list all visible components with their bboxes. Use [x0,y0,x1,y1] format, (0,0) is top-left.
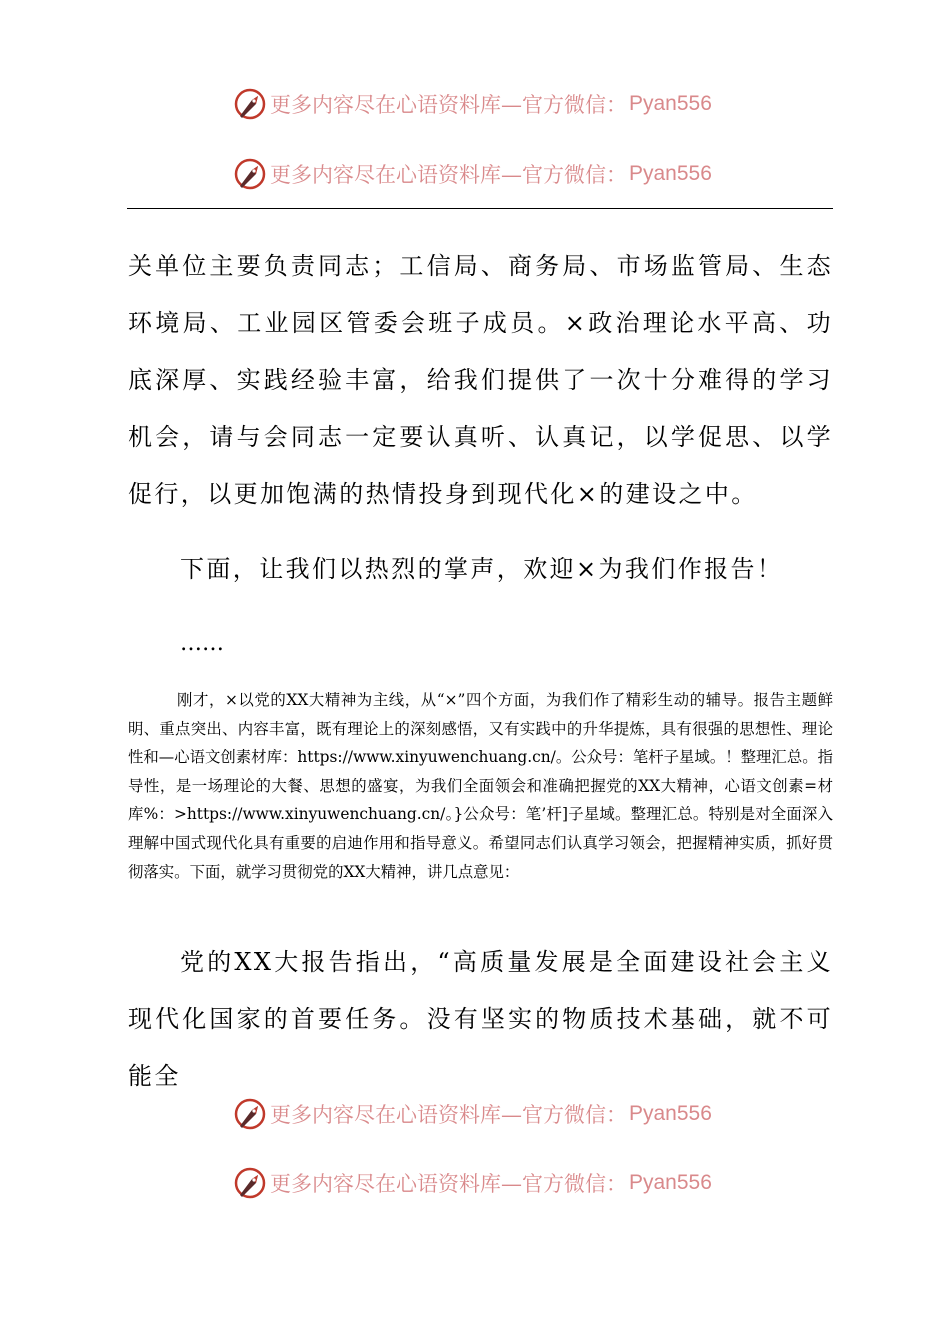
paragraph-4: 党的XX大报告指出，“高质量发展是全面建设社会主义现代化国家的首要任务。没有坚实的物质技术基础，就不可能全 [128,948,833,1090]
banner-text: 更多内容尽在心语资料库—官方微信： [270,1103,627,1127]
pen-nib-logo-icon [232,1096,268,1132]
footer-banner-1 [232,1096,712,1132]
banner-text: 更多内容尽在心语资料库—官方微信： [270,93,627,117]
footer-banner-2 [232,1165,712,1201]
ellipsis-text: …… [180,631,224,656]
pen-nib-logo-icon [232,156,268,192]
banner-wechat-id: Pyan556 [629,1171,712,1194]
paragraph-1: 关单位主要负责同志；工信局、商务局、市场监管局、生态环境局、工业园区管委会班子成员。×政治理论水平高、功底深厚、实践经验丰富，给我们提供了一次十分难得的学习机会，请与会同志一定要认真听、认真记，以学促思、以学促行，以更加饱满的热情投身到现代化×的建设之中。 [128,252,833,508]
banner-wechat-id: Pyan556 [629,92,712,115]
pen-nib-logo-icon [232,86,268,122]
pen-nib-logo-icon [232,1165,268,1201]
header-banner-2 [232,156,712,192]
banner-wechat-id: Pyan556 [629,1102,712,1125]
banner-wechat-id: Pyan556 [629,162,712,185]
header-divider [127,208,833,209]
header-banner-1 [232,86,712,122]
paragraph-2: 下面，让我们以热烈的掌声，欢迎×为我们作报告！ [180,555,784,583]
banner-text: 更多内容尽在心语资料库—官方微信： [270,163,627,187]
paragraph-3: 刚才，×以党的XX大精神为主线，从“×”四个方面，为我们作了精彩生动的辅导。报告主题鲜明、重点突出、内容丰富，既有理论上的深刻感悟，又有实践中的升华提炼，具有很强的思想性、理论性和—心语文创素材库：https://www.xinyuwenchuang.cn/。公众号：笔杆子星域。！整理汇总。指导性，是一场理论的大餐、思想的盛宴，为我们全面领会和准确把握党的XX大精神，心语文创素=材库%：>https://www.xinyuwenchuang.cn/。}公众号：笔’杆]子星域。整理汇总。特别是对全面深入理解中国式现代化具有重要的启迪作用和指导意义。希望同志们认真学习领会，把握精神实质，抓好贯彻落实。下面，就学习贯彻党的XX大精神，讲几点意见： [128,691,833,881]
banner-text: 更多内容尽在心语资料库—官方微信： [270,1172,627,1196]
